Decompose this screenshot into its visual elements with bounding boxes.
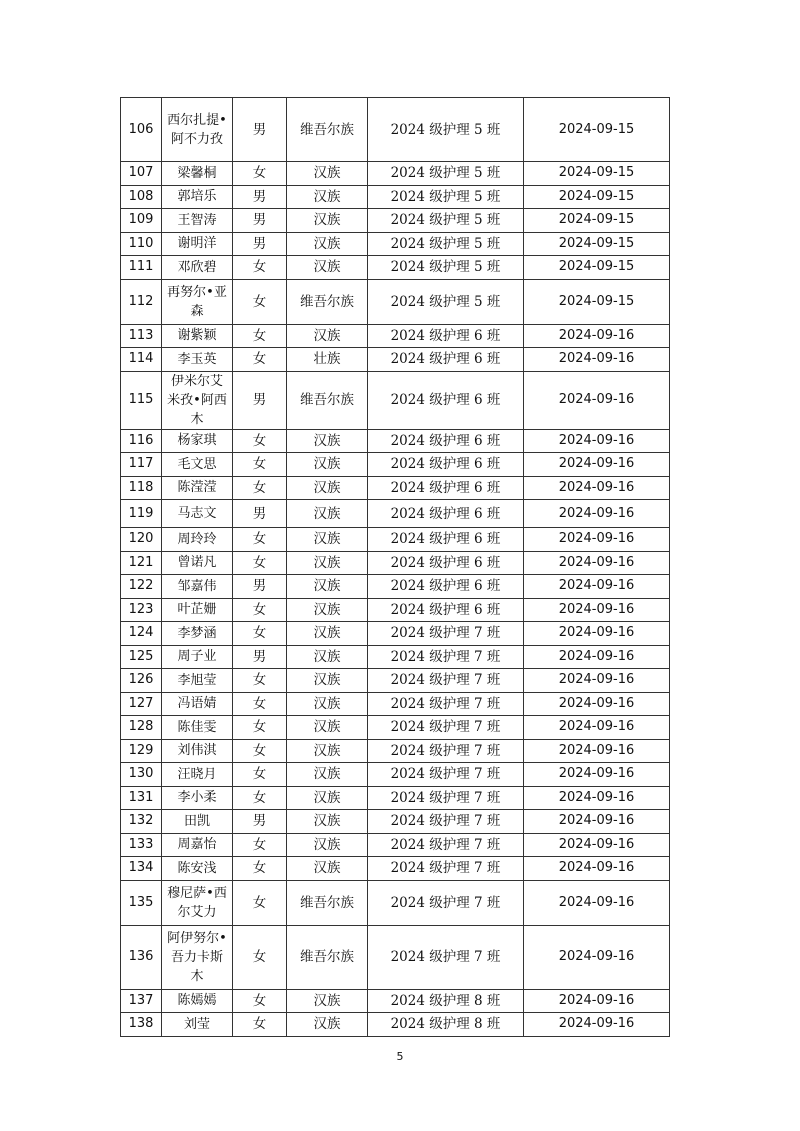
table-row <box>121 185 670 209</box>
student-name-cell: 陈佳雯 <box>162 716 233 740</box>
page-number: 5 <box>396 1050 404 1063</box>
student-name-cell: 周子业 <box>162 645 233 669</box>
date-cell: 2024-09-16 <box>524 1013 670 1037</box>
student-name-cell: 毛文思 <box>162 453 233 477</box>
class-cell: 2024 级护理 6 班 <box>368 551 524 575</box>
row-number-cell: 123 <box>121 598 162 622</box>
gender-cell: 女 <box>233 763 287 787</box>
date-cell: 2024-09-16 <box>524 810 670 834</box>
gender-cell: 男 <box>233 185 287 209</box>
student-name-cell: 伊米尔艾米孜•阿西木 <box>162 371 233 429</box>
ethnicity-cell: 汉族 <box>287 453 368 477</box>
gender-cell: 女 <box>233 429 287 453</box>
ethnicity-cell: 壮族 <box>287 348 368 372</box>
student-name-cell: 冯语婧 <box>162 692 233 716</box>
row-number-cell: 119 <box>121 500 162 528</box>
class-cell: 2024 级护理 8 班 <box>368 989 524 1013</box>
date-cell: 2024-09-15 <box>524 279 670 324</box>
table-row <box>121 925 670 989</box>
gender-cell: 女 <box>233 692 287 716</box>
gender-cell: 女 <box>233 833 287 857</box>
class-cell: 2024 级护理 5 班 <box>368 256 524 280</box>
class-cell: 2024 级护理 7 班 <box>368 622 524 646</box>
student-name-cell: 周嘉怡 <box>162 833 233 857</box>
student-name-cell: 杨家琪 <box>162 429 233 453</box>
date-cell: 2024-09-16 <box>524 669 670 693</box>
date-cell: 2024-09-16 <box>524 371 670 429</box>
table-row <box>121 645 670 669</box>
class-cell: 2024 级护理 5 班 <box>368 279 524 324</box>
row-number-cell: 112 <box>121 279 162 324</box>
date-cell: 2024-09-16 <box>524 500 670 528</box>
row-number-cell: 124 <box>121 622 162 646</box>
ethnicity-cell: 汉族 <box>287 810 368 834</box>
row-number-cell: 138 <box>121 1013 162 1037</box>
gender-cell: 女 <box>233 989 287 1013</box>
date-cell: 2024-09-16 <box>524 324 670 348</box>
ethnicity-cell: 汉族 <box>287 551 368 575</box>
date-cell: 2024-09-16 <box>524 880 670 925</box>
ethnicity-cell: 汉族 <box>287 692 368 716</box>
student-name-cell: 西尔扎提•阿不力孜 <box>162 98 233 162</box>
student-name-cell: 再努尔•亚森 <box>162 279 233 324</box>
table-row <box>121 692 670 716</box>
ethnicity-cell: 汉族 <box>287 324 368 348</box>
table-row <box>121 528 670 552</box>
table-row <box>121 810 670 834</box>
row-number-cell: 106 <box>121 98 162 162</box>
gender-cell: 女 <box>233 739 287 763</box>
class-cell: 2024 级护理 6 班 <box>368 453 524 477</box>
class-cell: 2024 级护理 6 班 <box>368 528 524 552</box>
table-row <box>121 1013 670 1037</box>
row-number-cell: 110 <box>121 232 162 256</box>
date-cell: 2024-09-16 <box>524 692 670 716</box>
date-cell: 2024-09-16 <box>524 453 670 477</box>
class-cell: 2024 级护理 7 班 <box>368 739 524 763</box>
gender-cell: 女 <box>233 622 287 646</box>
date-cell: 2024-09-16 <box>524 598 670 622</box>
table-row <box>121 98 670 162</box>
row-number-cell: 134 <box>121 857 162 881</box>
student-name-cell: 汪晓月 <box>162 763 233 787</box>
date-cell: 2024-09-16 <box>524 989 670 1013</box>
student-name-cell: 谢紫颖 <box>162 324 233 348</box>
ethnicity-cell: 汉族 <box>287 429 368 453</box>
ethnicity-cell: 维吾尔族 <box>287 279 368 324</box>
table-row <box>121 669 670 693</box>
row-number-cell: 108 <box>121 185 162 209</box>
row-number-cell: 122 <box>121 575 162 599</box>
gender-cell: 女 <box>233 348 287 372</box>
ethnicity-cell: 汉族 <box>287 669 368 693</box>
date-cell: 2024-09-16 <box>524 528 670 552</box>
table-row <box>121 786 670 810</box>
table-row <box>121 256 670 280</box>
student-name-cell: 穆尼萨•西尔艾力 <box>162 880 233 925</box>
class-cell: 2024 级护理 6 班 <box>368 324 524 348</box>
table-row <box>121 551 670 575</box>
table-row <box>121 371 670 429</box>
row-number-cell: 114 <box>121 348 162 372</box>
student-name-cell: 李旭莹 <box>162 669 233 693</box>
class-cell: 2024 级护理 6 班 <box>368 575 524 599</box>
ethnicity-cell: 汉族 <box>287 575 368 599</box>
date-cell: 2024-09-16 <box>524 763 670 787</box>
date-cell: 2024-09-15 <box>524 209 670 233</box>
class-cell: 2024 级护理 7 班 <box>368 763 524 787</box>
gender-cell: 女 <box>233 880 287 925</box>
gender-cell: 男 <box>233 575 287 599</box>
ethnicity-cell: 维吾尔族 <box>287 98 368 162</box>
date-cell: 2024-09-15 <box>524 162 670 186</box>
student-name-cell: 郭培乐 <box>162 185 233 209</box>
date-cell: 2024-09-16 <box>524 476 670 500</box>
row-number-cell: 133 <box>121 833 162 857</box>
table-row <box>121 348 670 372</box>
gender-cell: 女 <box>233 786 287 810</box>
row-number-cell: 132 <box>121 810 162 834</box>
row-number-cell: 109 <box>121 209 162 233</box>
gender-cell: 女 <box>233 324 287 348</box>
table-row <box>121 989 670 1013</box>
gender-cell: 男 <box>233 232 287 256</box>
table-row <box>121 763 670 787</box>
ethnicity-cell: 汉族 <box>287 786 368 810</box>
date-cell: 2024-09-15 <box>524 232 670 256</box>
ethnicity-cell: 汉族 <box>287 857 368 881</box>
ethnicity-cell: 汉族 <box>287 232 368 256</box>
ethnicity-cell: 汉族 <box>287 256 368 280</box>
student-name-cell: 阿伊努尔•吾力卡斯木 <box>162 925 233 989</box>
ethnicity-cell: 维吾尔族 <box>287 925 368 989</box>
table-row <box>121 279 670 324</box>
class-cell: 2024 级护理 8 班 <box>368 1013 524 1037</box>
ethnicity-cell: 汉族 <box>287 763 368 787</box>
student-name-cell: 李小柔 <box>162 786 233 810</box>
class-cell: 2024 级护理 7 班 <box>368 669 524 693</box>
table-row <box>121 575 670 599</box>
table-row <box>121 739 670 763</box>
row-number-cell: 126 <box>121 669 162 693</box>
gender-cell: 女 <box>233 1013 287 1037</box>
student-name-cell: 刘莹 <box>162 1013 233 1037</box>
ethnicity-cell: 汉族 <box>287 598 368 622</box>
class-cell: 2024 级护理 7 班 <box>368 692 524 716</box>
ethnicity-cell: 汉族 <box>287 739 368 763</box>
date-cell: 2024-09-16 <box>524 551 670 575</box>
date-cell: 2024-09-16 <box>524 575 670 599</box>
date-cell: 2024-09-16 <box>524 857 670 881</box>
row-number-cell: 116 <box>121 429 162 453</box>
class-cell: 2024 级护理 7 班 <box>368 925 524 989</box>
student-name-cell: 邹嘉伟 <box>162 575 233 599</box>
table-row <box>121 162 670 186</box>
table-row <box>121 622 670 646</box>
gender-cell: 女 <box>233 528 287 552</box>
table-row <box>121 880 670 925</box>
row-number-cell: 131 <box>121 786 162 810</box>
date-cell: 2024-09-16 <box>524 833 670 857</box>
ethnicity-cell: 汉族 <box>287 209 368 233</box>
student-name-cell: 梁馨桐 <box>162 162 233 186</box>
gender-cell: 女 <box>233 551 287 575</box>
ethnicity-cell: 维吾尔族 <box>287 880 368 925</box>
class-cell: 2024 级护理 5 班 <box>368 162 524 186</box>
date-cell: 2024-09-15 <box>524 185 670 209</box>
class-cell: 2024 级护理 5 班 <box>368 185 524 209</box>
gender-cell: 男 <box>233 500 287 528</box>
class-cell: 2024 级护理 6 班 <box>368 598 524 622</box>
row-number-cell: 113 <box>121 324 162 348</box>
table-row <box>121 598 670 622</box>
student-name-cell: 曾诺凡 <box>162 551 233 575</box>
student-name-cell: 陈安浅 <box>162 857 233 881</box>
ethnicity-cell: 汉族 <box>287 162 368 186</box>
student-name-cell: 王智涛 <box>162 209 233 233</box>
student-name-cell: 谢明洋 <box>162 232 233 256</box>
row-number-cell: 129 <box>121 739 162 763</box>
gender-cell: 男 <box>233 371 287 429</box>
table-row <box>121 857 670 881</box>
row-number-cell: 128 <box>121 716 162 740</box>
class-cell: 2024 级护理 6 班 <box>368 371 524 429</box>
student-name-cell: 陈滢滢 <box>162 476 233 500</box>
row-number-cell: 115 <box>121 371 162 429</box>
gender-cell: 女 <box>233 716 287 740</box>
row-number-cell: 135 <box>121 880 162 925</box>
date-cell: 2024-09-16 <box>524 739 670 763</box>
ethnicity-cell: 汉族 <box>287 500 368 528</box>
table-row <box>121 232 670 256</box>
ethnicity-cell: 汉族 <box>287 1013 368 1037</box>
gender-cell: 男 <box>233 209 287 233</box>
date-cell: 2024-09-16 <box>524 429 670 453</box>
gender-cell: 女 <box>233 162 287 186</box>
gender-cell: 女 <box>233 476 287 500</box>
date-cell: 2024-09-16 <box>524 348 670 372</box>
student-name-cell: 陈嫣嫣 <box>162 989 233 1013</box>
class-cell: 2024 级护理 6 班 <box>368 500 524 528</box>
row-number-cell: 125 <box>121 645 162 669</box>
ethnicity-cell: 汉族 <box>287 645 368 669</box>
date-cell: 2024-09-16 <box>524 645 670 669</box>
class-cell: 2024 级护理 7 班 <box>368 857 524 881</box>
ethnicity-cell: 汉族 <box>287 528 368 552</box>
date-cell: 2024-09-15 <box>524 98 670 162</box>
class-cell: 2024 级护理 6 班 <box>368 348 524 372</box>
gender-cell: 女 <box>233 925 287 989</box>
student-name-cell: 叶芷姗 <box>162 598 233 622</box>
student-name-cell: 周玲玲 <box>162 528 233 552</box>
class-cell: 2024 级护理 7 班 <box>368 786 524 810</box>
ethnicity-cell: 汉族 <box>287 833 368 857</box>
gender-cell: 女 <box>233 598 287 622</box>
row-number-cell: 121 <box>121 551 162 575</box>
table-row <box>121 324 670 348</box>
class-cell: 2024 级护理 7 班 <box>368 833 524 857</box>
date-cell: 2024-09-16 <box>524 622 670 646</box>
student-name-cell: 李梦涵 <box>162 622 233 646</box>
ethnicity-cell: 汉族 <box>287 476 368 500</box>
gender-cell: 女 <box>233 669 287 693</box>
student-name-cell: 田凯 <box>162 810 233 834</box>
row-number-cell: 130 <box>121 763 162 787</box>
gender-cell: 男 <box>233 645 287 669</box>
student-table-body <box>121 98 670 1037</box>
gender-cell: 男 <box>233 810 287 834</box>
student-name-cell: 刘伟淇 <box>162 739 233 763</box>
class-cell: 2024 级护理 5 班 <box>368 209 524 233</box>
ethnicity-cell: 维吾尔族 <box>287 371 368 429</box>
class-cell: 2024 级护理 5 班 <box>368 98 524 162</box>
table-row <box>121 476 670 500</box>
class-cell: 2024 级护理 6 班 <box>368 476 524 500</box>
gender-cell: 女 <box>233 256 287 280</box>
table-row <box>121 500 670 528</box>
class-cell: 2024 级护理 7 班 <box>368 880 524 925</box>
row-number-cell: 137 <box>121 989 162 1013</box>
row-number-cell: 107 <box>121 162 162 186</box>
class-cell: 2024 级护理 7 班 <box>368 716 524 740</box>
date-cell: 2024-09-16 <box>524 716 670 740</box>
student-name-cell: 马志文 <box>162 500 233 528</box>
row-number-cell: 111 <box>121 256 162 280</box>
row-number-cell: 120 <box>121 528 162 552</box>
ethnicity-cell: 汉族 <box>287 716 368 740</box>
table-row <box>121 833 670 857</box>
row-number-cell: 117 <box>121 453 162 477</box>
student-name-cell: 邓欣碧 <box>162 256 233 280</box>
row-number-cell: 136 <box>121 925 162 989</box>
ethnicity-cell: 汉族 <box>287 622 368 646</box>
gender-cell: 男 <box>233 98 287 162</box>
class-cell: 2024 级护理 7 班 <box>368 645 524 669</box>
date-cell: 2024-09-16 <box>524 925 670 989</box>
row-number-cell: 118 <box>121 476 162 500</box>
table-row <box>121 453 670 477</box>
class-cell: 2024 级护理 6 班 <box>368 429 524 453</box>
class-cell: 2024 级护理 7 班 <box>368 810 524 834</box>
student-table <box>120 97 670 1037</box>
table-row <box>121 429 670 453</box>
table-row <box>121 209 670 233</box>
date-cell: 2024-09-16 <box>524 786 670 810</box>
gender-cell: 女 <box>233 857 287 881</box>
ethnicity-cell: 汉族 <box>287 185 368 209</box>
table-row <box>121 716 670 740</box>
gender-cell: 女 <box>233 453 287 477</box>
class-cell: 2024 级护理 5 班 <box>368 232 524 256</box>
date-cell: 2024-09-15 <box>524 256 670 280</box>
row-number-cell: 127 <box>121 692 162 716</box>
student-name-cell: 李玉英 <box>162 348 233 372</box>
gender-cell: 女 <box>233 279 287 324</box>
ethnicity-cell: 汉族 <box>287 989 368 1013</box>
